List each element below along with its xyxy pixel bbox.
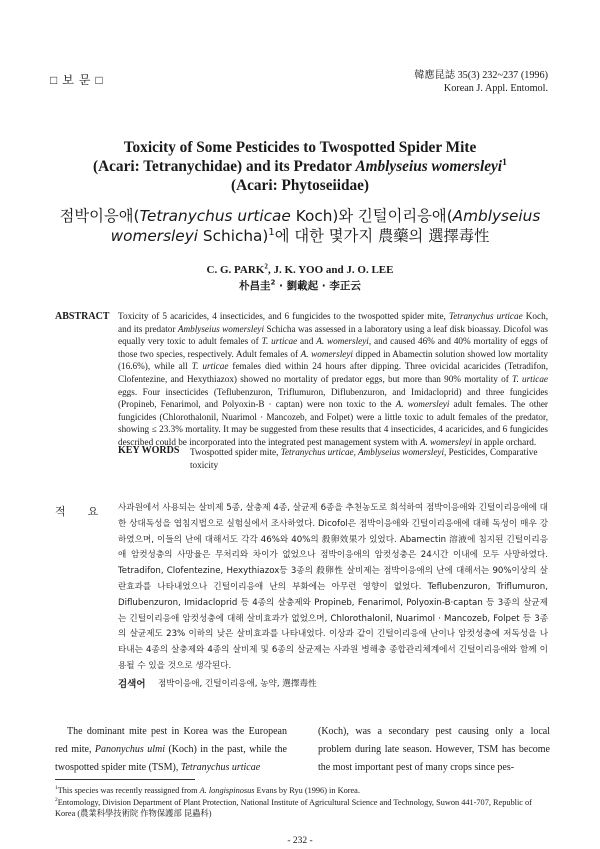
article-type-label: □ 보 문 □ <box>50 73 104 87</box>
journal-name-english: Korean J. Appl. Entomol. <box>443 83 548 94</box>
body-column-left: The dominant mite pest in Korea was the European red mite, Panonychus ulmi (Koch) in the past, while the twospotted spider mite (TSM), Tetranychus urticae <box>55 726 287 773</box>
footnote-divider <box>55 779 195 780</box>
abstract-label: ABSTRACT <box>55 311 110 322</box>
korean-abstract-label: 적요 <box>55 505 121 518</box>
english-title-line-3: (Acari: Phytoseiidae) <box>230 177 370 194</box>
page-number: - 232 - <box>287 836 313 846</box>
abstract-text: Toxicity of 5 acaricides, 4 insecticides, and 6 fungicides to the twospotted spider mite, Tetranychus urticae Koch, and its predator Amblyseius womersleyi Schicha was assessed in a laboratory using a leaf disk bioassay. Dicofol was equally very toxic to adult females of T. urticae and A. womersleyi, and caused 46% and 40% mortality of eggs of those two species, respectively. Adult females of A. womersleyi dipped in Abamectin solution showed low mortality (16.6%), while all T. urticae females died within 24 hours after dipping. Three ovicidal acaricides (Tetradifon, Clofentezine, and Hexythiazox) showed no mortality of predator eggs, but more than 90% mortality of T. urticae eggs. Four insecticides (Teflubenzuron, Triflumuron, Diflubenzuron, and Imidacloprid) and three fungicides (Propineb, Fenarimol, and Polyoxin-B · captan) were non toxic to the A. womersleyi adult females. The other fungicides (Chlorothalonil, Nuarimol · Mancozeb, and Folpet) were a little toxic to adult females of the predator, showing ≤ 23.3% mortality. It may be suggested from these results that 4 insecticides, 4 acaricides, and 6 fungicides described could be incorporated into the integrated pest management system with A. womersleyi in apple orchard. <box>118 311 549 447</box>
authors-english: C. G. PARK$^2$, J. K. YOO and J. O. LEE <box>206 262 394 276</box>
english-title-line-1: Toxicity of Some Pesticides to Twospotted Spider Mite <box>123 139 477 156</box>
authors-korean: 朴昌圭$^2$ · 劉載起 · 李正云 <box>239 278 361 292</box>
korean-title-line-2: womersleyi Schicha)$^1$에 대한 몇가지 農藥의 選擇毒性 <box>110 226 490 245</box>
korean-title-line-1: 점박이응애(Tetranychus urticae Koch)와 긴털이리응애(Amblyseius <box>59 207 541 225</box>
korean-title <box>40 206 560 246</box>
body-column-right: (Koch), was a secondary pest causing only a local problem during late season. However, TSM has become the most important pest of many crops since pes- <box>318 726 550 773</box>
korean-abstract-text: 사과원에서 사용되는 살비제 5종, 살충제 4종, 살균제 6종을 추천농도로 희석하여 점박이응애와 긴털이리응애에 대한 상대독성을 엽침지법으로 실험실에서 조사하였다. Dicofol은 점박이응애와 긴털이리응애에 대해 독성이 매우 강하였으며, 이들의 난에 대해서도 각각 46%와 40%의 殺卵效果가 있었다. Abamectin 溶液에 침지된 긴털이리응애 암컷성충의 사망율은 무처리와 차이가 없었으나 점박이응애의 암컷성충은 24시간 이내에 모두 사망하였다. Tetradifon, Clofentezine, Hexythiazox등 3종의 殺卵性 살비제는 점박이응애의 난에 대해서는 90%이상의 살란효과를 나타내었으나 긴털이리응애 난의 부화에는 아무런 영향이 없었다. Teflubenzuron, Triflumuron, Diflubenzuron, Imidacloprid 등 4종의 살충제와 Propineb, Fenarimol, Polyoxin-B·captan 등 3종의 살균제는 긴털이리응애 암컷성충에 대해 살비효과가 없었으며, Chlorothalonil, Nuarimol · Mancozeb, Folpet 등 3종의 살균제도 23% 이하의 낮은 살비효과를 나타내었다. 이상과 같이 긴털이리응애 난이나 암컷성충에 저독성을 나타내는 4종의 살충제와 4종의 살비제 및 6종의 살균제는 사과원 병해충 종합관리체계에서 긴털이리응애와 함께 이용될 수 있을 것으로 생각된다. <box>118 503 548 671</box>
english-title-line-2: (Acari: Tetranychidae) and its Predator Amblyseius womersleyi$^1$ <box>93 156 507 175</box>
journal-citation <box>414 69 548 95</box>
keywords-label: KEY WORDS <box>118 445 180 456</box>
korean-keywords-label: 검색어 <box>118 679 146 690</box>
korean-keywords-text: 점박이응애, 긴털이리응애, 농약, 選擇毒性 <box>158 679 317 689</box>
journal-citation-korean: 韓應昆誌 35(3) 232~237 (1996) <box>414 70 548 81</box>
footnote-1: $^1$This species was recently reassigned from A. longispinosus Evans by Ryu (1996) in Korea. <box>55 785 360 795</box>
english-title <box>40 138 560 195</box>
keywords-text: Twospotted spider mite, Tetranychus urticae, Amblyseius womersleyi, Pesticides, Comparative toxicity <box>190 447 538 470</box>
footnote-2: $^2$Entomology, Division Department of Plant Protection, National Institute of Agricultural Science and Technology, Suwon 441-707, Republic of Korea (農業科學技術院 作物保護部 昆蟲科) <box>55 797 532 818</box>
